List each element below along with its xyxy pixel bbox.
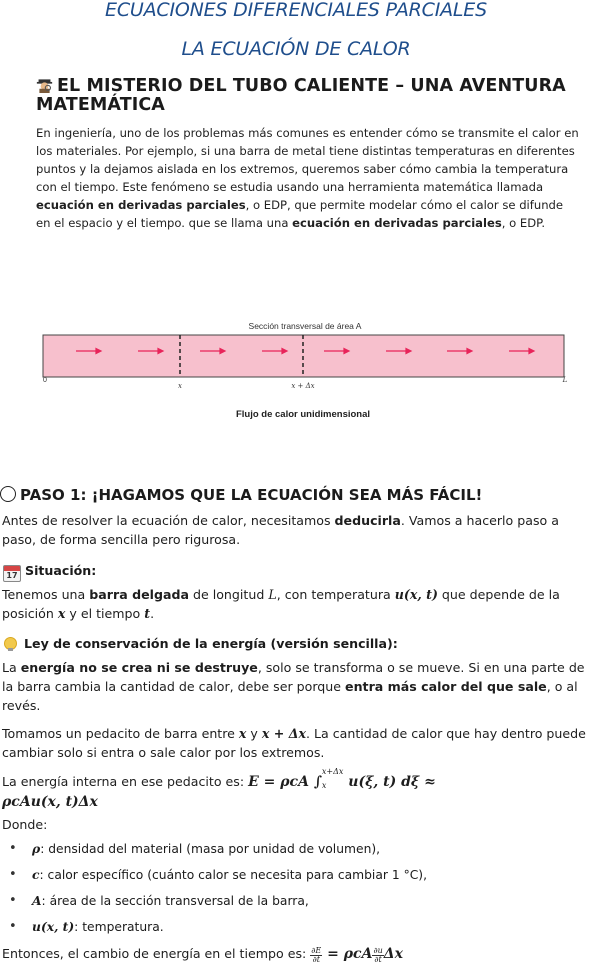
list-item [0, 914, 592, 940]
symbol-c: c [32, 867, 40, 882]
diagram-top-label: Sección transversal de área A [248, 321, 362, 331]
integral-limits [322, 768, 344, 790]
energy-equation-part1: E = ρcA ∫ [248, 774, 322, 790]
sit-x: x [57, 606, 66, 621]
symbols-list [0, 836, 592, 940]
step1-section [0, 486, 592, 505]
sit-b: barra delgada [89, 587, 189, 602]
ley-paragraph [0, 658, 592, 715]
frac1-den: ∂t [312, 955, 320, 964]
symbol-bullets [0, 836, 592, 940]
energy-equation-part2: u(ξ, t) dξ ≈ [343, 774, 436, 790]
p2-b: y [246, 726, 262, 741]
intro-bold-2: ecuación en derivadas parciales [292, 216, 502, 231]
p2-a: Tomamos un pedacito de barra entre [2, 726, 239, 741]
last-end: Δx [383, 946, 403, 962]
fraction-dE-dt [310, 947, 322, 964]
heat-flow-diagram [0, 314, 592, 424]
symbol-a-desc: : área de la sección transversal de la barra, [41, 894, 309, 908]
donde-label [0, 815, 592, 834]
situation-paragraph [0, 585, 592, 623]
label-x-plus-dx: x + Δx [291, 382, 315, 390]
sit-c: de longitud [188, 587, 269, 602]
last-a: Entonces, el cambio de energía en el tiempo es: [2, 946, 311, 961]
ley-d: entra más calor del que sale [345, 679, 547, 694]
list-item [0, 862, 592, 888]
intro-text-2: , o EDP, que permite modelar cómo el calor se difunde en el espacio y el tiempo. que se llama una [36, 198, 564, 231]
intro-bold-1: ecuación en derivadas parciales [36, 198, 246, 213]
energy-equation-part3: ρcAu(x, t)Δx [2, 794, 98, 810]
fraction-du-dt [372, 947, 383, 964]
last-mid: = ρcA [322, 946, 373, 962]
energy-body [0, 768, 592, 812]
ley-c: , solo se transforma o se mueve. Si en una parte de la barra cambia la cantidad de calor, debe ser porque [2, 660, 585, 694]
frac2-den: ∂t [374, 955, 382, 964]
ley-e: , o al revés. [2, 679, 578, 713]
energy-paragraph [0, 768, 592, 812]
p2-c: . La cantidad de calor que hay dentro puede cambiar solo si entra o sale calor por los extremos. [2, 726, 586, 760]
label-zero: 0 [43, 377, 47, 384]
section-title-text: EL MISTERIO DEL TUBO CALIENTE – UNA AVENTURA MATEMÁTICA [36, 76, 566, 115]
integral-lower: x [321, 781, 327, 790]
diagram-caption: Flujo de calor unidimensional [235, 409, 371, 420]
energy-change-paragraph [0, 944, 592, 964]
symbol-rho-desc: : densidad del material (masa por unidad de volumen), [40, 842, 381, 856]
ley-b: energía no se crea ni se destruye [20, 660, 258, 675]
sit-e: que depende de la posición [2, 587, 560, 621]
step1-heading-text: PASO 1: ¡HAGAMOS QUE LA ECUACIÓN SEA MÁS FÁCIL! [20, 486, 483, 504]
symbol-a: A [32, 893, 42, 908]
circle-icon [0, 486, 16, 502]
list-item [0, 836, 592, 862]
sit-u: u(x, t) [394, 587, 438, 602]
sit-d: , con temperatura [276, 587, 395, 602]
symbol-rho: ρ [32, 841, 41, 856]
step1-paragraph [0, 511, 592, 549]
sit-f: y el tiempo [65, 606, 145, 621]
section-title [36, 76, 576, 115]
intro-text-1: En ingeniería, uno de los problemas más comunes es entender cómo se transmite el calor en los materiales. Por ejemplo, si una barra de metal tiene distintas temperaturas en diferentes puntos y la dejamos aislada en los extremos, queremos saber cómo cambia la temperatura con el tiempo. Este fenómeno se estudia usando una herramienta matemática llamada [36, 126, 579, 195]
energy-change-body [0, 944, 592, 964]
ley-body [0, 658, 592, 715]
situation-heading-row [0, 561, 592, 582]
page-header-topic: LA ECUACIÓN DE CALOR [181, 38, 411, 60]
ley-heading-row [0, 634, 592, 653]
piece-paragraph [0, 724, 592, 762]
p3-a: La energía interna en ese pedacito es: [2, 774, 249, 789]
detective-icon [36, 76, 53, 93]
intro-paragraph [36, 124, 581, 233]
step1-heading [0, 486, 592, 505]
sit-t: t [144, 606, 151, 621]
page-header-subject: ECUACIONES DIFERENCIALES PARCIALES [105, 0, 487, 21]
p2-x: x [238, 726, 247, 741]
sit-a: Tenemos una [2, 587, 90, 602]
label-length: L [562, 376, 568, 384]
step1-p1-c: . Vamos a hacerlo paso a paso, de forma sencilla pero rigurosa. [2, 513, 559, 547]
symbol-c-desc: : calor específico (cuánto calor se necesita para cambiar 1 °C), [39, 868, 428, 882]
symbol-u-desc: : temperatura. [74, 920, 164, 934]
symbol-u: u(x, t) [32, 919, 75, 934]
ley-heading-text: Ley de conservación de la energía (versión sencilla): [24, 636, 398, 651]
lightbulb-icon [5, 638, 16, 649]
piece-body [0, 724, 592, 762]
intro-text-3: , o EDP. [501, 216, 546, 231]
sit-L: L [268, 587, 277, 602]
ley-heading [0, 634, 592, 653]
step1-p1-a: Antes de resolver la ecuación de calor, necesitamos [2, 513, 335, 528]
situation-heading-text: Situación: [25, 563, 97, 578]
step1-intro [0, 511, 592, 549]
p2-xdx: x + Δx [261, 726, 306, 741]
integral-upper: x+Δx [321, 767, 344, 776]
ley-a: La [2, 660, 21, 675]
list-item [0, 888, 592, 914]
frac1-num: ∂E [311, 946, 322, 955]
step1-p1-b: deducirla [334, 513, 401, 528]
donde-text: Donde: [2, 817, 48, 832]
situation-body [0, 585, 592, 623]
sit-g: . [150, 606, 155, 621]
calendar-icon: 17 [3, 565, 21, 582]
label-x: x [178, 382, 182, 390]
situation-heading [0, 561, 592, 582]
frac2-num: ∂u [373, 946, 383, 955]
